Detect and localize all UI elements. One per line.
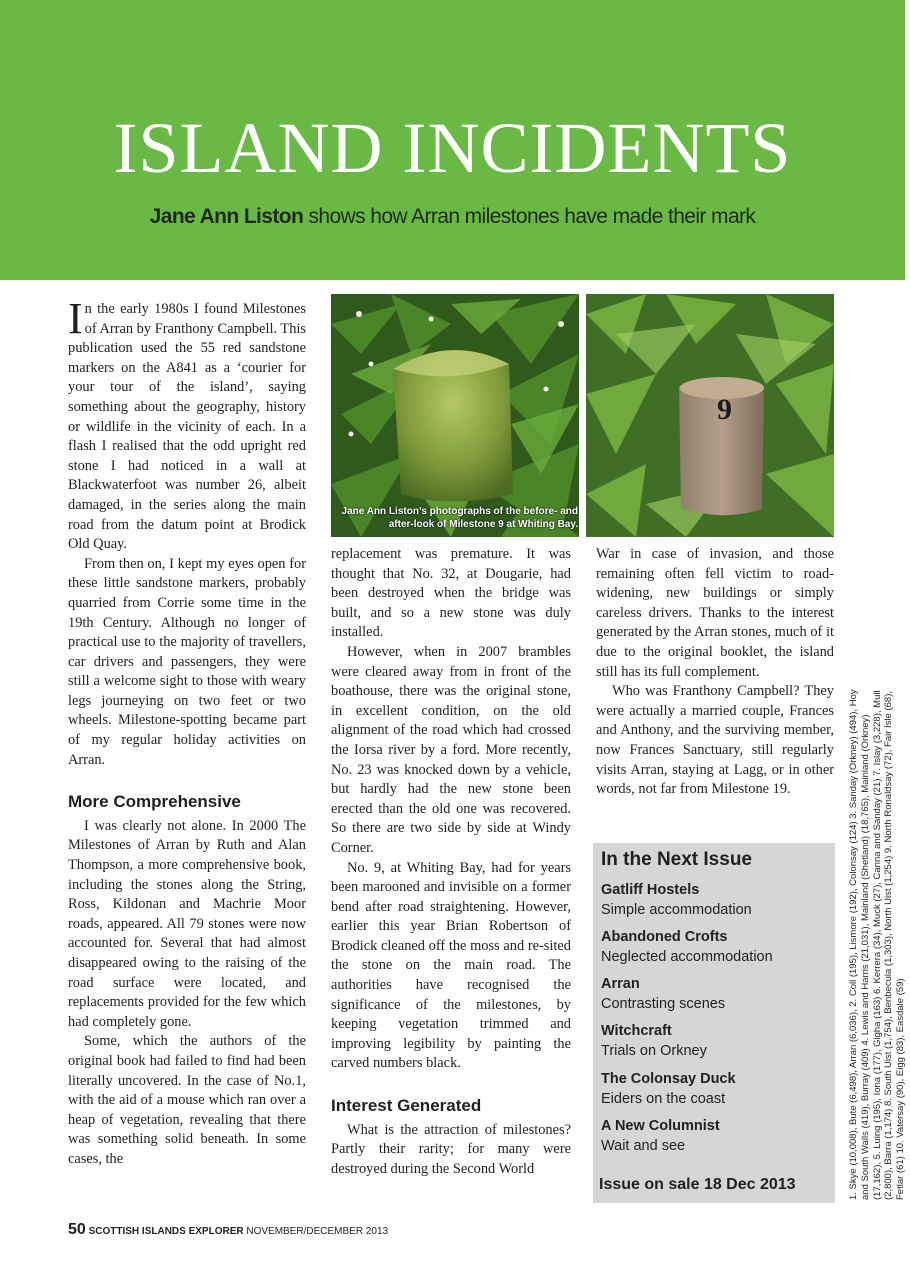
page-number: 50	[68, 1221, 86, 1238]
sale-date: Issue on sale 18 Dec 2013	[599, 1176, 796, 1193]
next-issue-item	[601, 1069, 831, 1109]
photo-before	[331, 294, 579, 537]
section-heading: More Comprehensive	[68, 792, 241, 812]
item-title: Gatliff Hostels	[601, 882, 700, 898]
paragraph: Who was Franthony Campbell? They were actually a married couple, Frances and Anthony, and the surviving member, now Frances Sanctuary, still regularly visits Arran, staying at Lagg, or in other words, not far from Milestone 19.	[596, 683, 834, 798]
mossy-milestone-image	[331, 294, 579, 537]
author-name: Jane Ann Liston	[149, 205, 304, 228]
article-column-1	[68, 294, 306, 1170]
next-issue-item	[601, 927, 831, 967]
item-title: Abandoned Crofts	[601, 929, 728, 945]
cleaned-milestone-image	[586, 294, 834, 537]
page-footer	[68, 1221, 388, 1239]
paragraph: In the early 1980s I found Milestones of Arran by Franthony Campbell. This publication used the 55 red sandstone markers on the A841 as a ‘courier for your tour of the island’, saying something about the geography, history or wildlife in the vicinity of each. In a flash I realised that the odd upright red stone I had noticed in a wall at Blackwaterfoot was number 26, albeit damaged, in the series along the main road from the datum point at Brodick Old Quay.	[68, 294, 306, 553]
paragraph: Some, which the authors of the original book had failed to find had been literally uncovered. In the case of No.1, with the aid of a mouse which ran over a heap of vegetation, revealing that there was something solid beneath. In some cases, the	[68, 1033, 306, 1167]
article-column-2	[331, 545, 571, 1179]
item-title: Witchcraft	[601, 1023, 672, 1039]
paragraph: No. 9, at Whiting Bay, had for years been marooned and invisible on a former bend after road straightening. However, earlier this year Brian Robertson of Brodick cleaned off the moss and re-sited the stone on the main road. The authorities have recognised the significance of the milestones, by keeping vegetation trimmed and improving legibility by painting the carved numbers black.	[331, 859, 571, 1072]
item-title: A New Columnist	[601, 1118, 720, 1134]
next-issue-item	[601, 974, 831, 1014]
item-subtitle: Contrasting scenes	[601, 996, 726, 1012]
next-issue-item	[601, 880, 831, 920]
paragraph: replacement was premature. It was thought that No. 32, at Dougarie, had been destroyed when the bridge was built, and so a new stone was duly installed.	[331, 546, 571, 641]
next-issue-heading: In the Next Issue	[601, 849, 752, 870]
paragraph: From then on, I kept my eyes open for these little sandstone markers, probably quarried from Corrie some time in the 19th Century. Although no longer of practical use to the majority of travellers, car drivers and passengers, they were still a welcome sight to those with weary legs journeying on two feet or two wheels. Milestone-spotting became part of my regular holiday activities on Arran.	[68, 555, 306, 768]
item-subtitle: Neglected accommodation	[601, 949, 773, 965]
section-heading: Interest Generated	[331, 1096, 482, 1116]
photo-after	[586, 294, 834, 537]
page-title: ISLAND INCIDENTS	[113, 108, 792, 188]
paragraph: However, when in 2007 brambles were cleared away from in front of the boathouse, there was the original stone, in excellent condition, on the old alignment of the road which had crossed the Iorsa river by a ford. More recently, No. 23 was knocked down by a vehicle, but hardly had the new stone been erected than the old one was recovered. So there are two side by side at Windy Corner.	[331, 643, 571, 856]
next-issue-box	[593, 843, 835, 1203]
next-issue-item	[601, 1021, 831, 1061]
header-banner	[0, 0, 905, 280]
item-title: Arran	[601, 976, 640, 992]
paragraph: I was clearly not alone. In 2000 The Milestones of Arran by Ruth and Alan Thompson, a more comprehensive book, including the stones along the String, Ross, Kildonan and Machrie Moor roads, appeared. All 79 stones were now accounted for. Several that had almost disappeared owing to the raising of the road surface were located, and replacements provided for the few which had completely gone.	[68, 817, 306, 1030]
item-subtitle: Eiders on the coast	[601, 1091, 726, 1107]
issue-date: NOVEMBER/DECEMBER 2013	[246, 1226, 389, 1237]
article-column-3	[596, 545, 834, 800]
item-subtitle: Wait and see	[601, 1138, 686, 1154]
drop-cap: I	[68, 294, 83, 343]
next-issue-item	[601, 1116, 831, 1156]
standfirst	[0, 205, 905, 229]
paragraph: What is the attraction of milestones? Partly their rarity; for many were destroyed during the Second World	[331, 1121, 571, 1177]
paragraph: War in case of invasion, and those remaining often fell victim to road-widening, new buildings or simply careless drivers. Thanks to the interest generated by the Arran stones, much of it due to the original booklet, the island still has its full complement.	[596, 546, 834, 680]
magazine-name: SCOTTISH ISLANDS EXPLORER	[88, 1226, 244, 1237]
milestone-number: 9	[717, 393, 732, 426]
quiz-answers-sidebar: 1. Skye (10,008), Bute (6,498), Arran (6,036), 2. Coll (195), Lismore (192), Colonsay (124) 3. Sanday (Orkney) (494), Hoy and South Walls (419), Burray (409) 4. Lewis and Harris (21,031), Mainland (Shetland) (18,765), Mainland (Orkney) (17,162), 5. Luing (195), Iona (177), Gigha (163) 6. Kerrera (34), Muck (27), Canna and Sanday (21) 7. Islay (3,228), Mull (2,800), Barra (1,174) 8. South Uist (1,754), Benbecula (1,303), North Uist (1,254) 9. North Ronaldsay (72), Fair Isle (68), Fetlar (61) 10. Vatersay (90), Eigg (83), Easdale (59)	[848, 689, 907, 1200]
item-title: The Colonsay Duck	[601, 1071, 736, 1087]
item-subtitle: Trials on Orkney	[601, 1043, 707, 1059]
standfirst-text: shows how Arran milestones have made their mark	[308, 205, 756, 228]
item-subtitle: Simple accommodation	[601, 902, 752, 918]
photo-caption: Jane Ann Liston’s photographs of the before- and after-look of Milestone 9 at Whiting Bay.	[341, 506, 578, 530]
